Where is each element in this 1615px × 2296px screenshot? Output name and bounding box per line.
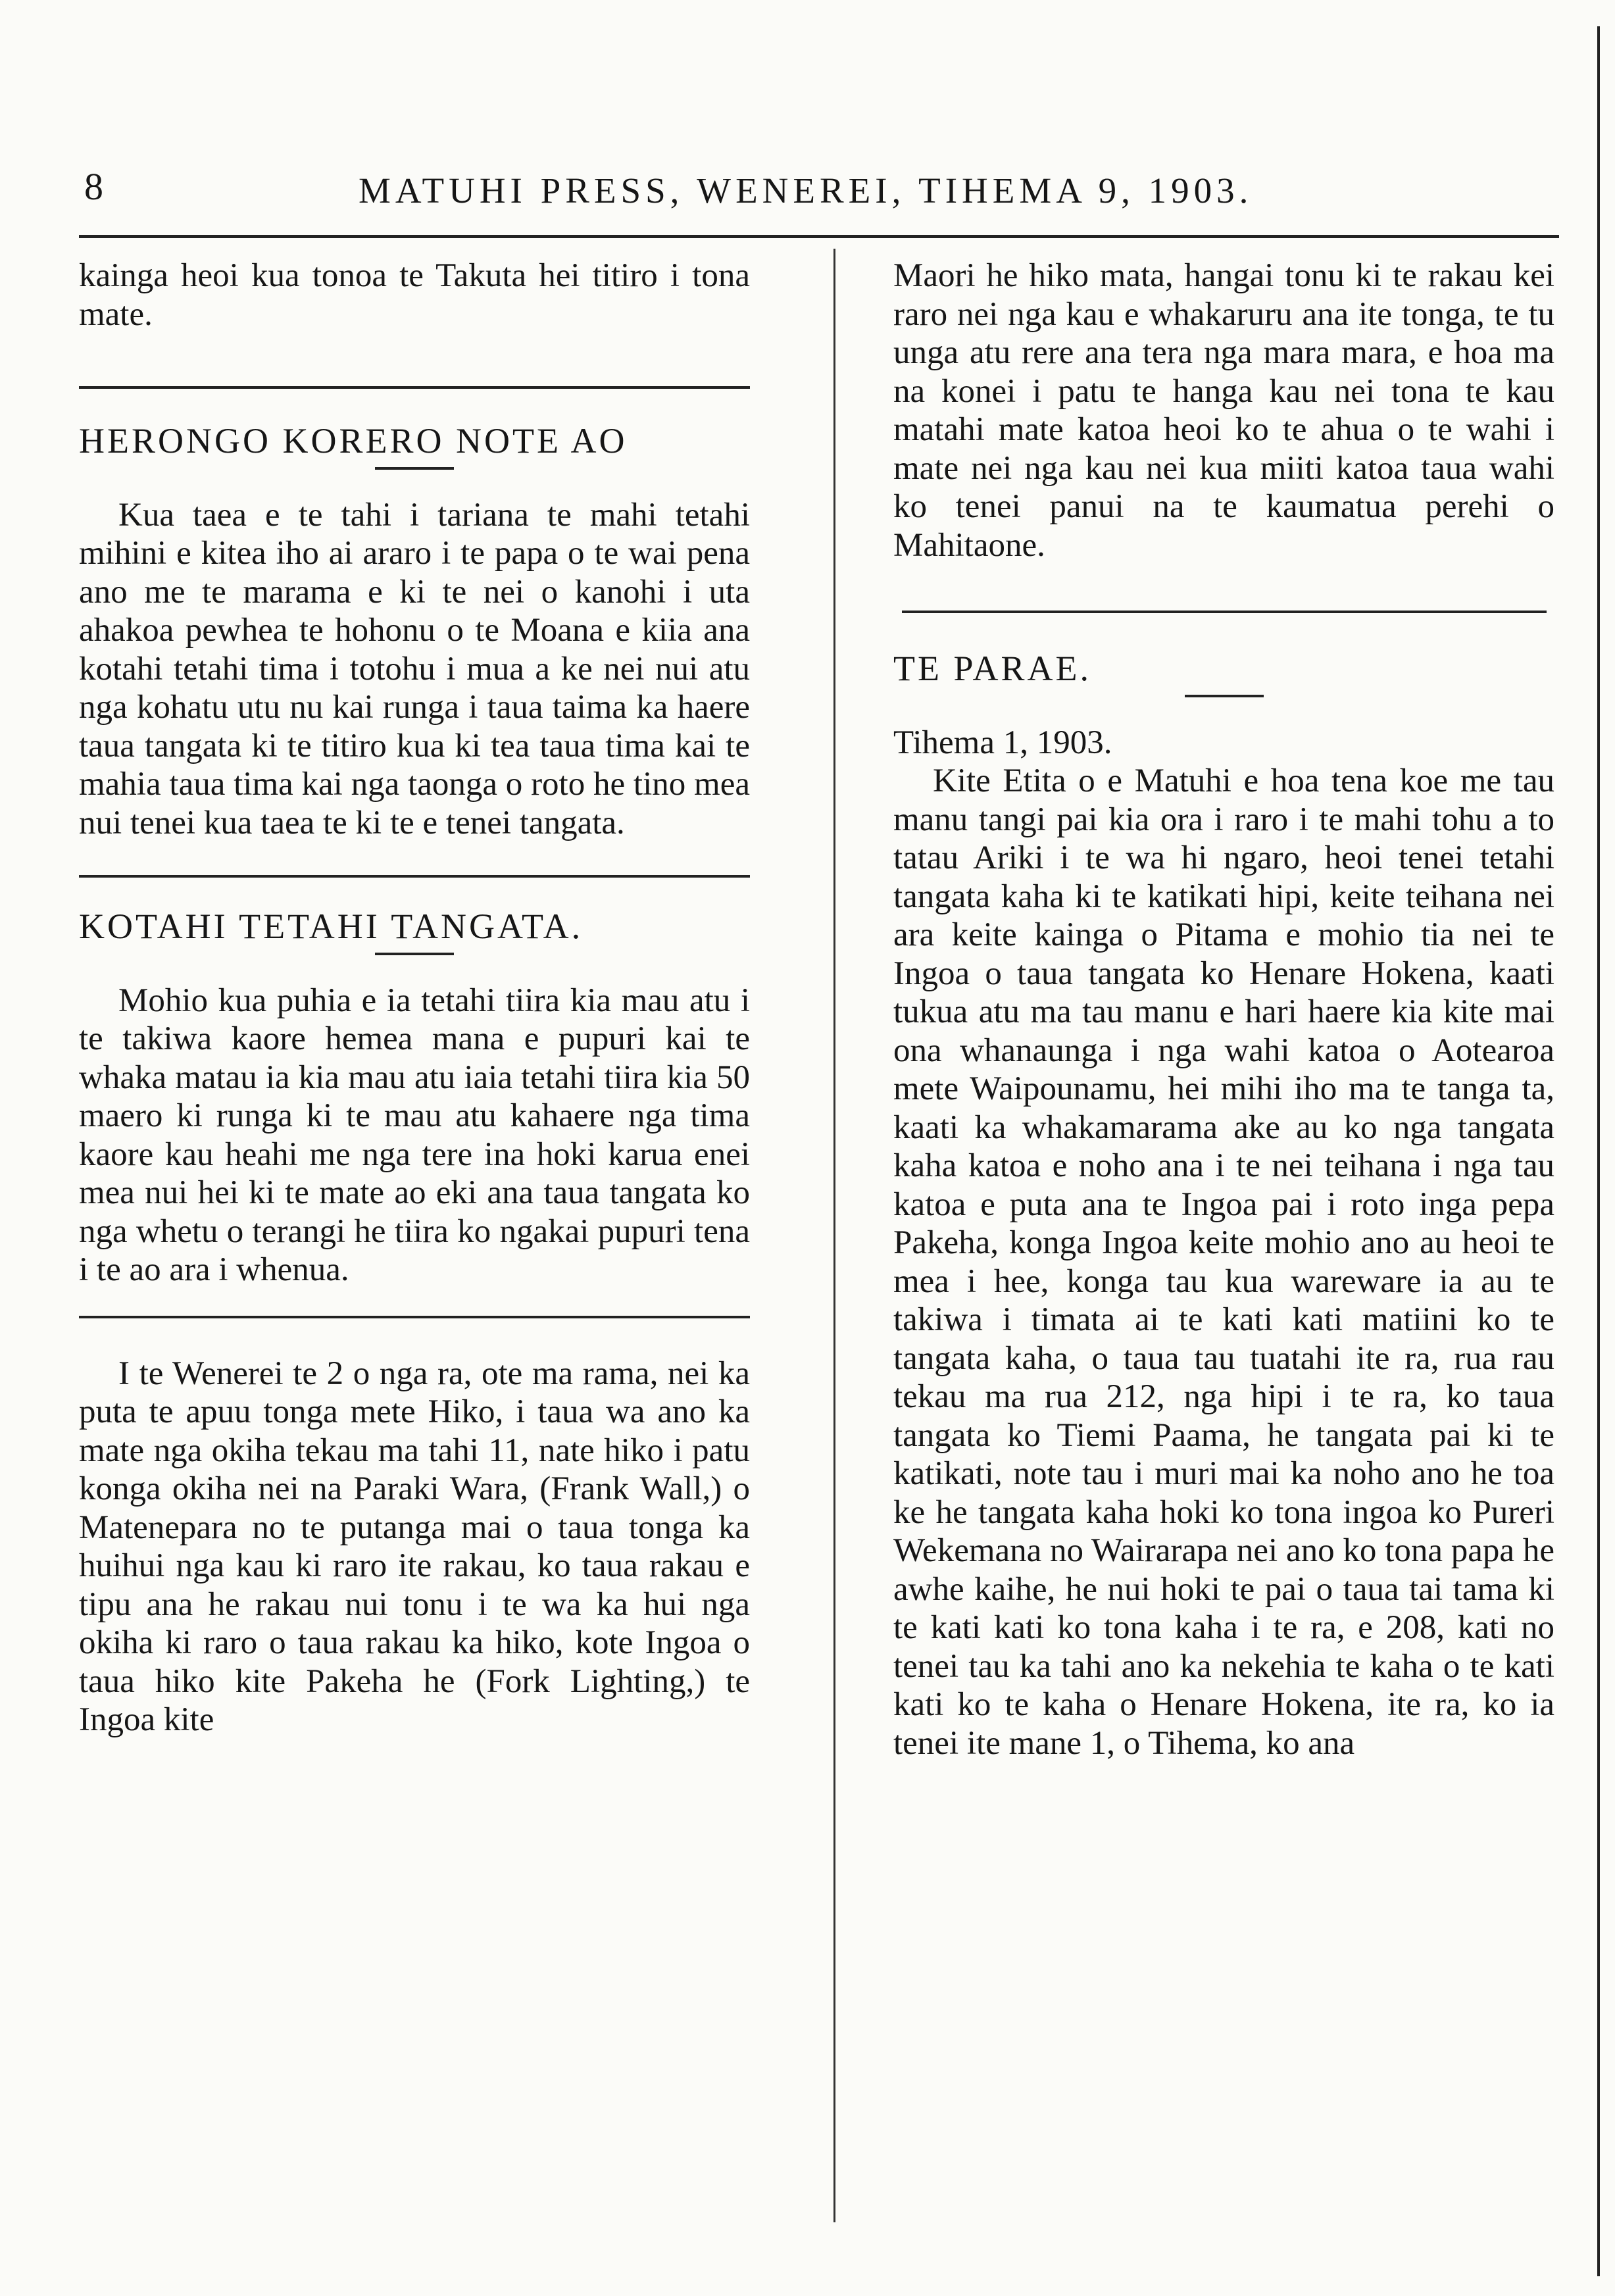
article-heading-parae: TE PARAE. bbox=[893, 649, 1092, 688]
heading-underline bbox=[375, 467, 454, 470]
article-body-kotahi: Mohio kua puhia e ia tetahi tiira kia mau atu i te takiwa kaore hemea mana e pupuri kai te whaka matau ia kia mau atu iaia tetahi tiira kia 50 maero ki runga ki te mau atu kahaere nga tima kaore kau heahi me nga tere ina hoki karua enei mea nui hei ki te mate ao eki ana taua tangata ko nga whetu o terangi he tiira ko ngakai pupuri tena i te ao ara i whenua. bbox=[79, 982, 750, 1288]
header-rule bbox=[79, 235, 1559, 238]
heading-underline bbox=[375, 953, 454, 955]
article-body-herongo: Kua taea e te tahi i tariana te mahi tetahi mihini e kitea iho ai araro i te papa o te wai pena ano me te marama e ki te nei o kanohi i uta ahakoa pewhea te hohonu o te Moana e kiia ana kotahi tetahi tima i totohu i mua a ke nei nui atu nga kohatu utu nu kai runga i taua taima ka haere taua tangata ki te titiro kua ki tea taua tima kai te mahia taua tima kai nga taonga o roto he tino mea nui tenei kua taea te ki te e tenei tangata. bbox=[79, 496, 750, 841]
page-number: 8 bbox=[84, 165, 105, 208]
masthead: MATUHI PRESS, WENEREI, TIHEMA 9, 1903. bbox=[359, 170, 1253, 211]
column-divider bbox=[833, 249, 835, 2222]
left-column bbox=[79, 257, 750, 1739]
right-column bbox=[893, 257, 1554, 1762]
article-body-hiko: I te Wenerei te 2 o nga ra, ote ma rama, nei ka puta te apuu tonga mete Hiko, i taua wa ano ka mate nga okiha tekau ma tahi 11, nate hiko i patu konga okiha nei na Paraki Wara, (Frank Wall,) o Matenepara no te putanga mai o taua tonga ka huihui nga kau ki raro ite rakau, ko taua rakau e tipu ana he rakau nui tonu i te wa ka hui nga okiha ki raro o taua rakau ka hiko, kote Ingoa o taua hiko kite Pakeha he (Fork Lighting,) te Ingoa kite bbox=[79, 1355, 750, 1738]
article-body-parae: Kite Etita o e Matuhi e hoa tena koe me tau manu tangi pai kia ora i raro i te mahi tohu a to tatau Ariki i te wa hi ngaro, heoi tenei tetahi tangata kaha ki te katikati hipi, keite teihana nei ara keite kainga o Pitama e mohio tia nei te Ingoa o taua tangata ko Henare Hokena, kaati tukua atu ma tau manu e hari haere kia kite mai ona whanaunga i nga wahi katoa o Aotearoa mete Waipounamu, hei mihi iho ma te tanga ta, kaati ka whakamarama ake au ko nga tangata kaha katoa e noho ana i te nei teihana i nga tau katoa e puta ana te Ingoa pai i roto inga pepa Pakeha, konga Ingoa keite mohio ano au heoi te mea i hee, konga tau kua wareware ia au te takiwa i timata ai te kati kati matiini ko te tangata kaha, o taua tau tuatahi ite ra, rua rau tekau ma rua 212, nga hipi i te ra, ko taua tangata ko Tiemi Paama, he tangata pai ki te katikati, note tau i muri mai ka noho ano he toa ke he tangata kaha hoki ko tona ingoa ko Pureri Wekemana no Wairarapa nei ano ko tona papa he awhe kaihe, he nui hoki te pai o taua tai tama ki te kati kati ko tona kaha i te ra, e 208, kati no tenei tau ka tahi ano ka nekehia te kaha o te kati kati ko te kaha o Henare Hokena, ite ra, ko ia tenei ite mane 1, o Tihema, ko ana bbox=[893, 762, 1554, 1762]
heading-underline bbox=[1185, 695, 1264, 697]
article-heading-herongo: HERONGO KORERO NOTE AO bbox=[79, 421, 628, 461]
continuation-paragraph: Maori he hiko mata, hangai tonu ki te rakau kei raro nei nga kau e whakaruru ana ite tonga, te tu unga atu rere ana tera nga mara mara, e hoa ma na konei i patu te hanga kau nei tona te kau matahi mate katoa heoi ko te ahua o te wahi i mate nei nga kau nei kua miiti katoa taua wahi ko tenei panui na te kaumatua perehi o Mahitaone. bbox=[893, 257, 1554, 564]
section-rule bbox=[902, 611, 1547, 613]
section-rule bbox=[79, 386, 750, 389]
article-dateline: Tihema 1, 1903. bbox=[893, 724, 1112, 761]
page-header bbox=[79, 164, 1362, 224]
section-rule bbox=[79, 875, 750, 878]
page-edge-rule bbox=[1597, 26, 1600, 2276]
article-heading-kotahi: KOTAHI TETAHI TANGATA. bbox=[79, 907, 584, 946]
intro-paragraph: kainga heoi kua tonoa te Takuta hei titiro i tona mate. bbox=[79, 257, 750, 333]
section-rule bbox=[79, 1316, 750, 1318]
